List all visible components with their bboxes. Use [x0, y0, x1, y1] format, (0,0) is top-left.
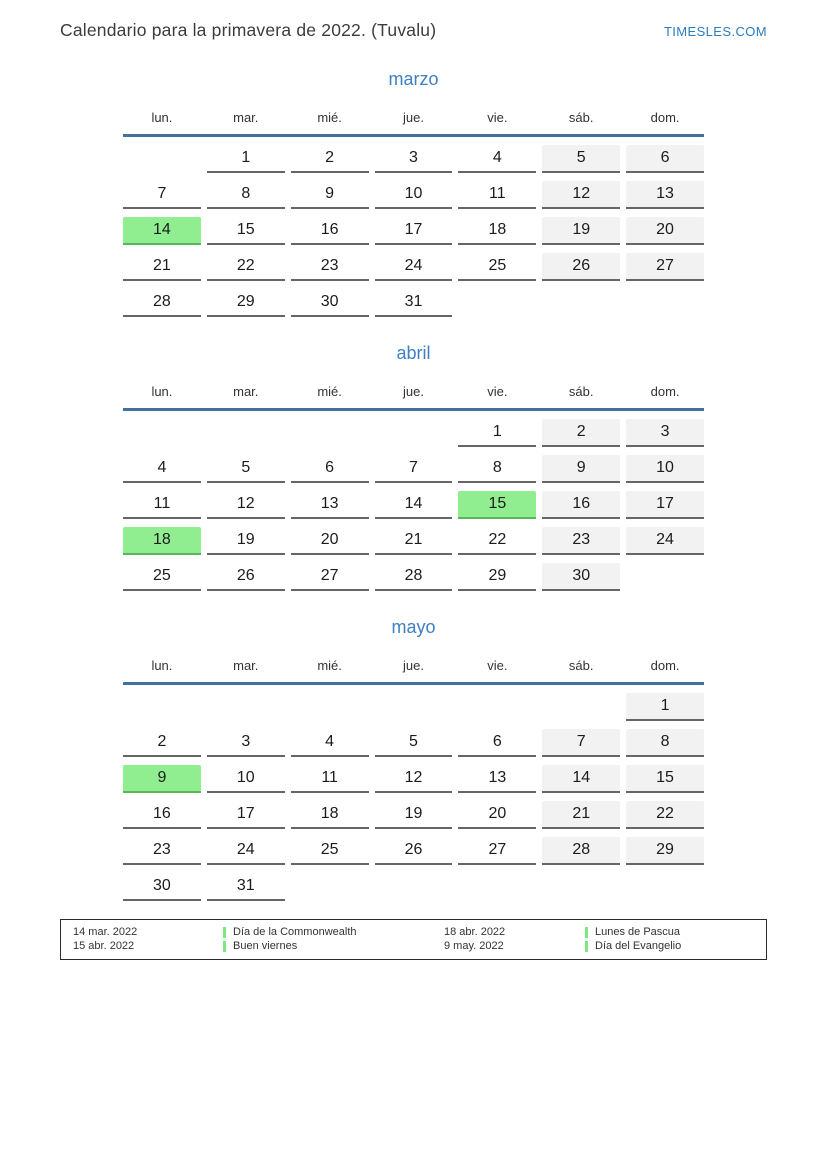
month-title: mayo	[391, 617, 436, 637]
day-cell: 16	[542, 491, 620, 519]
legend-item	[444, 939, 766, 953]
empty-cell	[123, 693, 201, 721]
legend-item	[73, 925, 444, 939]
day-cell: 4	[291, 729, 369, 757]
empty-cell	[375, 693, 453, 721]
day-cell: 6	[626, 145, 704, 173]
day-cell: 13	[626, 181, 704, 209]
weekday-label: lun.	[151, 384, 173, 399]
legend-label: Día de la Commonwealth	[233, 926, 357, 938]
day-cell: 27	[291, 563, 369, 591]
day-cell: 25	[123, 563, 201, 591]
week-row	[123, 253, 704, 281]
weekday-label: jue.	[403, 384, 424, 399]
empty-cell	[542, 693, 620, 721]
day-cell: 23	[291, 253, 369, 281]
day-cell: 11	[458, 181, 536, 209]
day-cell: 1	[458, 419, 536, 447]
day-cell: 25	[291, 837, 369, 865]
empty-cell	[291, 693, 369, 721]
months	[123, 69, 704, 901]
page-header	[60, 20, 767, 41]
day-cell: 24	[375, 253, 453, 281]
day-cell: 15	[626, 765, 704, 793]
holiday-marker-icon	[223, 941, 226, 952]
day-cell: 13	[458, 765, 536, 793]
weekday-label: mié.	[317, 110, 342, 125]
day-cell: 14	[123, 217, 201, 245]
day-cell: 29	[458, 563, 536, 591]
day-cell: 10	[207, 765, 285, 793]
weekday-label: dom.	[650, 658, 680, 673]
day-cell: 5	[375, 729, 453, 757]
legend-column	[73, 925, 444, 953]
day-cell: 22	[458, 527, 536, 555]
legend-date: 15 abr. 2022	[73, 940, 135, 952]
day-cell: 7	[375, 455, 453, 483]
empty-cell	[542, 289, 620, 317]
day-cell: 28	[375, 563, 453, 591]
weekday-label: sáb.	[568, 658, 594, 673]
day-cell: 16	[291, 217, 369, 245]
legend-date: 14 mar. 2022	[73, 926, 138, 938]
legend-label: Lunes de Pascua	[595, 926, 681, 938]
day-cell: 2	[291, 145, 369, 173]
day-cell: 6	[458, 729, 536, 757]
week-row	[123, 145, 704, 173]
week-row	[123, 563, 704, 591]
day-cell: 26	[207, 563, 285, 591]
day-cell: 27	[626, 253, 704, 281]
site-link[interactable]: TIMESLES.COM	[663, 24, 767, 39]
empty-cell	[123, 145, 201, 173]
week-row	[123, 289, 704, 317]
day-cell: 9	[542, 455, 620, 483]
day-cell: 5	[207, 455, 285, 483]
day-cell: 12	[207, 491, 285, 519]
day-cell: 8	[626, 729, 704, 757]
day-cell: 24	[626, 527, 704, 555]
day-cell: 24	[207, 837, 285, 865]
day-cell: 9	[123, 765, 201, 793]
day-cell: 8	[458, 455, 536, 483]
day-cell: 21	[123, 253, 201, 281]
day-cell: 28	[542, 837, 620, 865]
weekday-label: jue.	[403, 110, 424, 125]
day-cell: 1	[626, 693, 704, 721]
month-header-rule	[123, 682, 704, 685]
day-cell: 14	[542, 765, 620, 793]
holiday-marker-icon	[223, 927, 226, 938]
day-cell: 20	[291, 527, 369, 555]
week-row	[123, 729, 704, 757]
empty-cell	[291, 873, 369, 901]
day-cell: 12	[375, 765, 453, 793]
day-cell: 15	[207, 217, 285, 245]
empty-cell	[207, 419, 285, 447]
empty-cell	[375, 419, 453, 447]
day-cell: 13	[291, 491, 369, 519]
empty-cell	[291, 419, 369, 447]
week-row	[123, 217, 704, 245]
day-cell: 5	[542, 145, 620, 173]
empty-cell	[123, 419, 201, 447]
day-cell: 10	[375, 181, 453, 209]
day-cell: 26	[542, 253, 620, 281]
legend-label: Día del Evangelio	[595, 940, 682, 952]
day-cell: 21	[375, 527, 453, 555]
weekday-header-row	[123, 658, 704, 673]
day-cell: 18	[291, 801, 369, 829]
day-cell: 4	[123, 455, 201, 483]
empty-cell	[458, 873, 536, 901]
empty-cell	[626, 873, 704, 901]
week-row	[123, 837, 704, 865]
day-cell: 17	[375, 217, 453, 245]
legend-item	[444, 925, 766, 939]
week-row	[123, 765, 704, 793]
day-cell: 28	[123, 289, 201, 317]
day-cell: 15	[458, 491, 536, 519]
month-title: marzo	[388, 69, 439, 89]
day-cell: 25	[458, 253, 536, 281]
weekday-label: mar.	[233, 658, 259, 673]
day-cell: 30	[291, 289, 369, 317]
day-cell: 31	[375, 289, 453, 317]
weekday-label: mié.	[317, 384, 342, 399]
day-cell: 7	[542, 729, 620, 757]
day-cell: 29	[626, 837, 704, 865]
month-mayo	[123, 617, 704, 901]
day-cell: 11	[291, 765, 369, 793]
day-cell: 2	[123, 729, 201, 757]
day-cell: 20	[626, 217, 704, 245]
day-cell: 22	[626, 801, 704, 829]
day-cell: 26	[375, 837, 453, 865]
empty-cell	[458, 289, 536, 317]
week-row	[123, 419, 704, 447]
week-row	[123, 693, 704, 721]
weekday-label: mié.	[317, 658, 342, 673]
day-cell: 19	[542, 217, 620, 245]
legend-date: 18 abr. 2022	[444, 926, 506, 938]
day-cell: 2	[542, 419, 620, 447]
day-cell: 20	[458, 801, 536, 829]
day-cell: 3	[375, 145, 453, 173]
day-cell: 30	[123, 873, 201, 901]
weekday-label: mar.	[233, 384, 259, 399]
weekday-label: vie.	[487, 384, 508, 399]
week-row	[123, 527, 704, 555]
legend-date: 9 may. 2022	[444, 940, 504, 952]
day-cell: 3	[626, 419, 704, 447]
month-header-rule	[123, 134, 704, 137]
week-row	[123, 873, 704, 901]
day-cell: 17	[626, 491, 704, 519]
day-cell: 10	[626, 455, 704, 483]
weekday-label: vie.	[487, 658, 508, 673]
holiday-marker-icon	[585, 927, 588, 938]
day-cell: 8	[207, 181, 285, 209]
holiday-marker-icon	[585, 941, 588, 952]
legend-column	[444, 925, 766, 953]
day-cell: 31	[207, 873, 285, 901]
day-cell: 27	[458, 837, 536, 865]
day-cell: 6	[291, 455, 369, 483]
day-cell: 9	[291, 181, 369, 209]
day-cell: 19	[207, 527, 285, 555]
legend-label: Buen viernes	[233, 940, 298, 952]
day-cell: 30	[542, 563, 620, 591]
week-row	[123, 801, 704, 829]
empty-cell	[207, 693, 285, 721]
weekday-label: lun.	[151, 110, 173, 125]
day-cell: 23	[542, 527, 620, 555]
month-title: abril	[396, 343, 431, 363]
day-cell: 23	[123, 837, 201, 865]
week-row	[123, 455, 704, 483]
empty-cell	[542, 873, 620, 901]
day-cell: 21	[542, 801, 620, 829]
weekday-label: vie.	[487, 110, 508, 125]
week-row	[123, 181, 704, 209]
month-marzo	[123, 69, 704, 317]
week-row	[123, 491, 704, 519]
weekday-header-row	[123, 384, 704, 399]
day-cell: 7	[123, 181, 201, 209]
weekday-header-row	[123, 110, 704, 125]
weekday-label: dom.	[650, 110, 680, 125]
month-header-rule	[123, 408, 704, 411]
weekday-label: lun.	[151, 658, 173, 673]
day-cell: 29	[207, 289, 285, 317]
day-cell: 3	[207, 729, 285, 757]
day-cell: 16	[123, 801, 201, 829]
empty-cell	[626, 563, 704, 591]
day-cell: 22	[207, 253, 285, 281]
weekday-label: sáb.	[568, 384, 594, 399]
day-cell: 1	[207, 145, 285, 173]
day-cell: 4	[458, 145, 536, 173]
empty-cell	[458, 693, 536, 721]
day-cell: 18	[123, 527, 201, 555]
weekday-label: dom.	[650, 384, 680, 399]
legend-item	[73, 939, 444, 953]
page-title: Calendario para la primavera de 2022. (Tuvalu)	[60, 20, 437, 40]
empty-cell	[375, 873, 453, 901]
day-cell: 18	[458, 217, 536, 245]
day-cell: 17	[207, 801, 285, 829]
weekday-label: sáb.	[568, 110, 594, 125]
holiday-legend	[60, 919, 767, 960]
day-cell: 14	[375, 491, 453, 519]
weekday-label: mar.	[233, 110, 259, 125]
day-cell: 19	[375, 801, 453, 829]
day-cell: 11	[123, 491, 201, 519]
day-cell: 12	[542, 181, 620, 209]
month-abril	[123, 343, 704, 591]
weekday-label: jue.	[403, 658, 424, 673]
empty-cell	[626, 289, 704, 317]
